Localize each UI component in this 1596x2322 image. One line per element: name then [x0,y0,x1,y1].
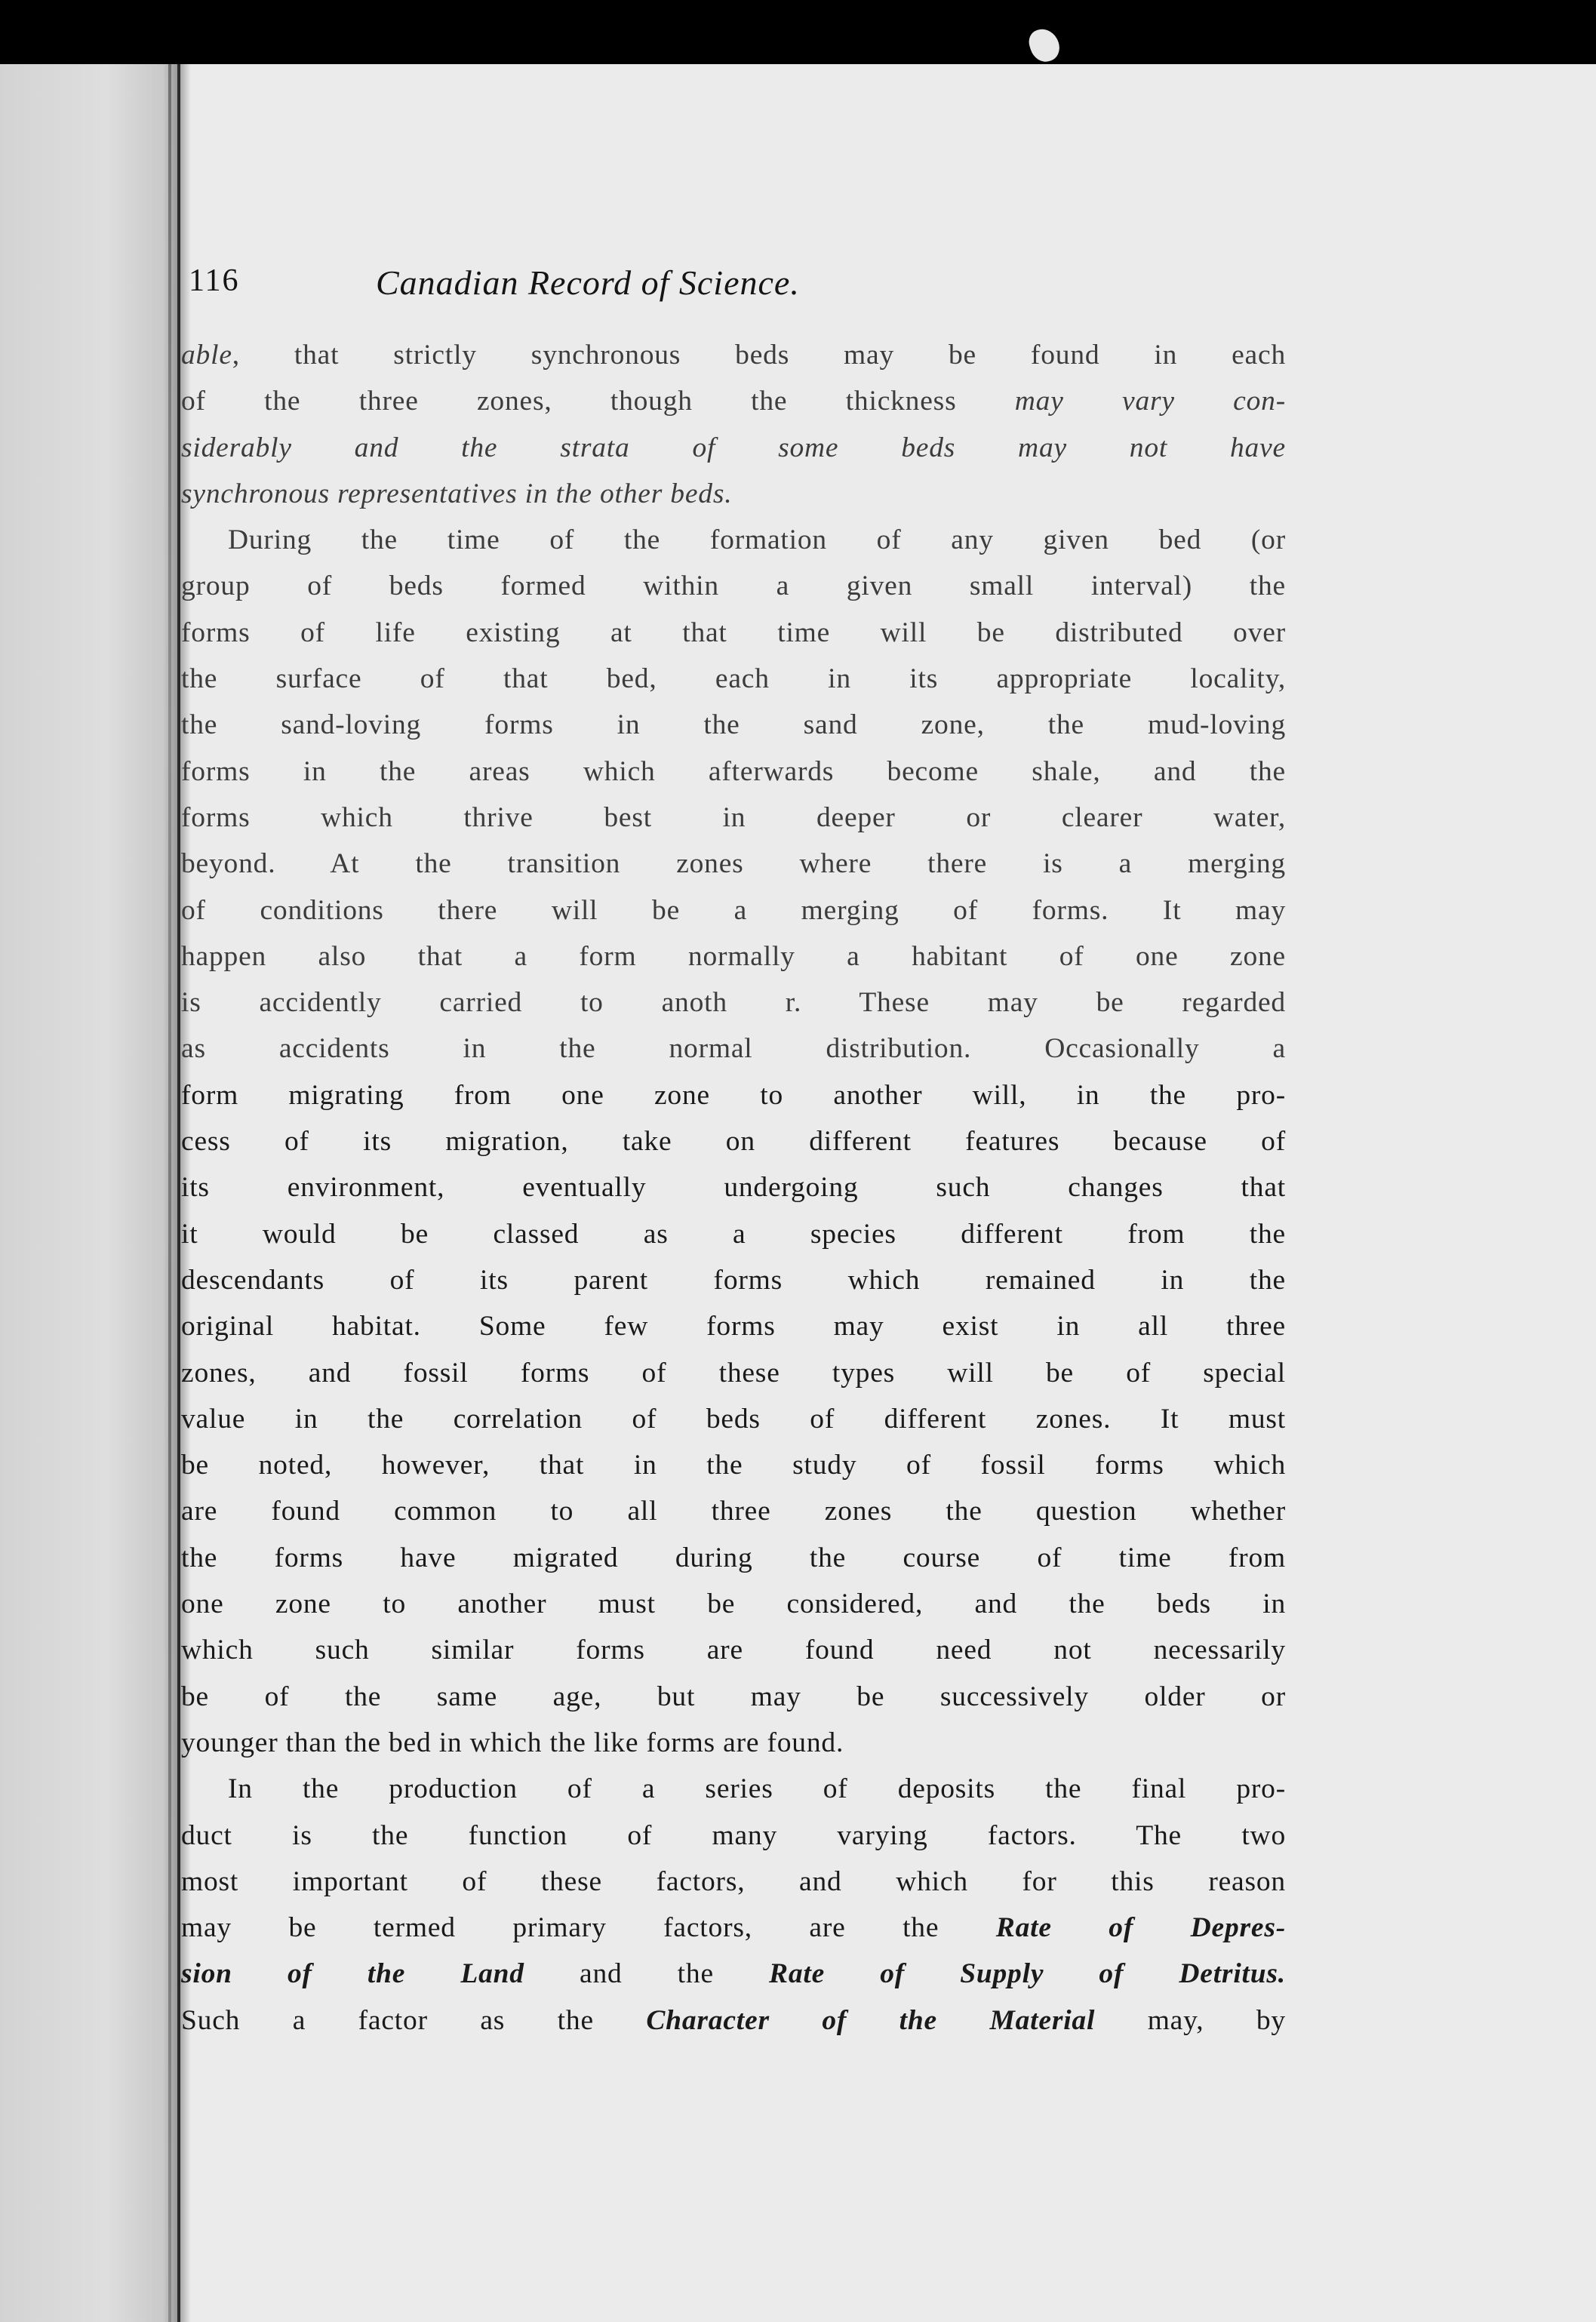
text-line: which such similar forms are found need not necessarily [181,1635,1286,1666]
running-title: Canadian Record of Science. [376,263,800,302]
text-run: , that strictly synchronous beds may be found in each [232,340,1286,371]
facing-page-shadow [168,64,171,2322]
italic-text: may vary con- [1014,386,1286,417]
text-line: duct is the function of many varying factors. The two [181,1819,1286,1851]
text-line: cess of its migration, take on different features because of [181,1126,1286,1158]
text-line: group of beds formed within a given small interval) the [181,571,1286,602]
text-run: and the [524,1958,770,1990]
text-line: beyond. At the transition zones where there is a merging [181,848,1286,880]
emphasis-text: sion of the Land [181,1958,524,1990]
text-line: the surface of that bed, each in its appropriate locality, [181,663,1286,695]
text-line: zones, and fossil forms of these types will be of special [181,1357,1286,1389]
paragraph-start: In the production of a series of deposits the final pro- [228,1773,1286,1805]
text-line: descendants of its parent forms which remained in the [181,1264,1286,1296]
text-run: of the three zones, though the thickness [181,386,1015,417]
italic-text: able [181,340,232,371]
text-line: of conditions there will be a merging of forms. It may [181,894,1286,926]
text-line: be noted, however, that in the study of fossil forms which [181,1450,1286,1481]
text-line [181,1998,1286,2044]
text-run: may, by [1095,2004,1286,2036]
ink-blot [1026,25,1063,66]
italic-text: synchronous representatives in the other beds. [181,478,733,509]
text-line: it would be classed as a species different from the [181,1218,1286,1250]
text-line: its environment, eventually undergoing such changes that [181,1172,1286,1204]
text-line: are found common to all three zones the question whether [181,1496,1286,1527]
text-line: forms which thrive best in deeper or clearer water, [181,801,1286,833]
text-line: forms in the areas which afterwards become shale, and the [181,755,1286,787]
text-line: forms of life existing at that time will be distributed over [181,617,1286,648]
text-line: the forms have migrated during the course of time from [181,1542,1286,1573]
text-line [181,332,1286,378]
text-line: happen also that a form normally a habitant of one zone [181,940,1286,972]
text-line [181,425,1286,471]
text-line: most important of these factors, and which for this reason [181,1865,1286,1897]
text-line: is accidently carried to anoth r. These may be regarded [181,987,1286,1019]
text-run: may be termed primary factors, are the [181,1912,996,1944]
facing-page-edge [0,64,177,2322]
text-line: younger than the bed in which the like forms are found. [181,1727,844,1758]
text-line [181,1951,1286,1997]
text-line: original habitat. Some few forms may exist in all three [181,1311,1286,1342]
page-header [189,263,1170,315]
text-line: form migrating from one zone to another will, in the pro- [181,1079,1286,1111]
emphasis-text: Rate of Supply of Detritus. [769,1958,1286,1990]
text-line: one zone to another must be considered, and the beds in [181,1588,1286,1620]
text-line: the sand-loving forms in the sand zone, the mud-loving [181,709,1286,741]
text-line: be of the same age, but may be successively older or [181,1681,1286,1712]
text-line [181,1905,1286,1951]
body-text [181,332,1286,2044]
emphasis-text: Rate of Depres- [995,1912,1287,1944]
text-line [181,471,1286,517]
page-number: 116 [189,263,240,298]
emphasis-text: Character of the Material [646,2004,1096,2036]
text-line [181,378,1286,424]
text-run: Such a factor as the [181,2004,647,2036]
text-line: as accidents in the normal distribution. Occasionally a [181,1033,1286,1065]
text-line: value in the correlation of beds of different zones. It must [181,1403,1286,1435]
italic-text: siderably and the strata of some beds may not have [181,432,1286,463]
paragraph-start: During the time of the formation of any given bed (or [228,524,1286,556]
